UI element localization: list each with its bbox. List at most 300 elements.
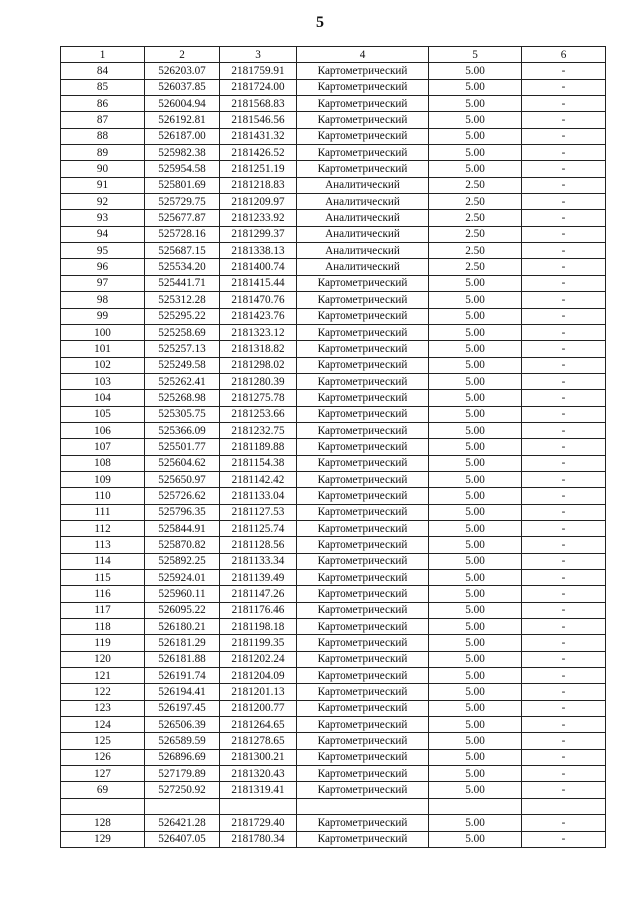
table-cell: 5.00	[429, 112, 522, 128]
table-cell: 5.00	[429, 422, 522, 438]
table-cell: 2181233.92	[220, 210, 297, 226]
table-row	[61, 177, 606, 193]
table-cell: -	[522, 373, 606, 389]
table-cell: 2181298.02	[220, 357, 297, 373]
table-cell: 2181320.43	[220, 766, 297, 782]
table-cell: 526181.29	[145, 635, 220, 651]
table-cell: 525258.69	[145, 324, 220, 340]
table-row	[61, 471, 606, 487]
table-cell: Аналитический	[297, 210, 429, 226]
page-number: 5	[316, 14, 324, 31]
table-cell: 525262.41	[145, 373, 220, 389]
table-cell: 526181.88	[145, 651, 220, 667]
table-cell: 525534.20	[145, 259, 220, 275]
table-cell: 526197.45	[145, 700, 220, 716]
table-cell: 5.00	[429, 717, 522, 733]
table-cell: 526004.94	[145, 96, 220, 112]
table-row	[61, 520, 606, 536]
table-row	[61, 128, 606, 144]
table-cell: 5.00	[429, 733, 522, 749]
table-cell: 2181300.21	[220, 749, 297, 765]
table-cell: 117	[61, 602, 145, 618]
table-cell	[429, 798, 522, 814]
table-cell: 5.00	[429, 79, 522, 95]
table-cell: Картометрический	[297, 292, 429, 308]
table-cell: 2181264.65	[220, 717, 297, 733]
table-row	[61, 488, 606, 504]
table-cell: 2181202.24	[220, 651, 297, 667]
table-row	[61, 749, 606, 765]
table-cell: Аналитический	[297, 259, 429, 275]
table-cell: 525729.75	[145, 194, 220, 210]
table-cell: 5.00	[429, 439, 522, 455]
table-cell: 525982.38	[145, 145, 220, 161]
table-cell: 101	[61, 341, 145, 357]
table-cell: 5.00	[429, 651, 522, 667]
table-cell: Картометрический	[297, 717, 429, 733]
table-row	[61, 341, 606, 357]
table-cell: 526191.74	[145, 668, 220, 684]
table-cell: 526407.05	[145, 831, 220, 847]
table-row	[61, 259, 606, 275]
table-cell: 525312.28	[145, 292, 220, 308]
table-row	[61, 570, 606, 586]
table-cell: 5.00	[429, 684, 522, 700]
table-cell: 95	[61, 243, 145, 259]
table-cell: 525844.91	[145, 520, 220, 536]
table-cell: 2181128.56	[220, 537, 297, 553]
table-cell: 91	[61, 177, 145, 193]
table-row	[61, 586, 606, 602]
table-cell: 2181125.74	[220, 520, 297, 536]
table-row	[61, 79, 606, 95]
table-cell: 527250.92	[145, 782, 220, 798]
table-row	[61, 668, 606, 684]
column-header: 5	[429, 47, 522, 63]
table-cell: Картометрический	[297, 635, 429, 651]
table-cell: 5.00	[429, 520, 522, 536]
table-row	[61, 619, 606, 635]
table-cell: -	[522, 782, 606, 798]
table-cell: 527179.89	[145, 766, 220, 782]
table-cell: 2181198.18	[220, 619, 297, 635]
table-cell: -	[522, 243, 606, 259]
table-cell: Картометрический	[297, 390, 429, 406]
table-cell: Картометрический	[297, 488, 429, 504]
table-cell: 5.00	[429, 749, 522, 765]
table-cell: 113	[61, 537, 145, 553]
table-cell: 125	[61, 733, 145, 749]
table-cell: 2181323.12	[220, 324, 297, 340]
table-cell: Картометрический	[297, 422, 429, 438]
table-row	[61, 684, 606, 700]
table-cell: 5.00	[429, 488, 522, 504]
table-cell	[61, 798, 145, 814]
table-cell: -	[522, 194, 606, 210]
table-cell: 526203.07	[145, 63, 220, 79]
table-cell: Картометрический	[297, 373, 429, 389]
table-cell: Картометрический	[297, 733, 429, 749]
table-cell: 526037.85	[145, 79, 220, 95]
table-cell: 97	[61, 275, 145, 291]
table-cell: 119	[61, 635, 145, 651]
table-cell: 5.00	[429, 831, 522, 847]
table-cell: 525501.77	[145, 439, 220, 455]
table-cell: -	[522, 700, 606, 716]
table-cell: 2181147.26	[220, 586, 297, 602]
table-cell: Картометрический	[297, 341, 429, 357]
table-cell: Картометрический	[297, 79, 429, 95]
table-cell: 525960.11	[145, 586, 220, 602]
table-cell: 5.00	[429, 373, 522, 389]
table-cell: 525604.62	[145, 455, 220, 471]
table-cell: -	[522, 177, 606, 193]
table-cell: 2.50	[429, 194, 522, 210]
table-row	[61, 161, 606, 177]
table-cell: 115	[61, 570, 145, 586]
table-cell: 5.00	[429, 766, 522, 782]
table-cell: 88	[61, 128, 145, 144]
table-cell: 5.00	[429, 570, 522, 586]
table-cell: 114	[61, 553, 145, 569]
table-cell: 89	[61, 145, 145, 161]
table-cell: 526506.39	[145, 717, 220, 733]
coordinates-table	[60, 46, 606, 848]
table-cell: 525441.71	[145, 275, 220, 291]
table-row	[61, 226, 606, 242]
table-cell: 5.00	[429, 537, 522, 553]
table-row	[61, 553, 606, 569]
table-cell: 2181189.88	[220, 439, 297, 455]
table-cell: -	[522, 357, 606, 373]
table-cell: Картометрический	[297, 112, 429, 128]
table-cell: 2181431.32	[220, 128, 297, 144]
table-row	[61, 700, 606, 716]
table-cell: -	[522, 390, 606, 406]
table-cell: 5.00	[429, 455, 522, 471]
table-cell: 128	[61, 815, 145, 831]
table-cell: -	[522, 520, 606, 536]
table-cell: 2181724.00	[220, 79, 297, 95]
table-cell: 2181400.74	[220, 259, 297, 275]
table-cell: 99	[61, 308, 145, 324]
table-row	[61, 406, 606, 422]
table-row	[61, 308, 606, 324]
table-cell: Картометрический	[297, 651, 429, 667]
table-cell	[220, 798, 297, 814]
table-cell: 2181319.41	[220, 782, 297, 798]
table-cell: 526095.22	[145, 602, 220, 618]
table-cell: 127	[61, 766, 145, 782]
table-cell: Картометрический	[297, 602, 429, 618]
table-row	[61, 717, 606, 733]
table-cell: Картометрический	[297, 471, 429, 487]
table-cell: -	[522, 422, 606, 438]
table-cell: -	[522, 210, 606, 226]
table-cell: -	[522, 537, 606, 553]
table-cell: 124	[61, 717, 145, 733]
table-cell: 69	[61, 782, 145, 798]
table-row	[61, 798, 606, 814]
table-body	[61, 63, 606, 848]
table-cell: -	[522, 488, 606, 504]
table-cell: 525366.09	[145, 422, 220, 438]
table-cell: -	[522, 570, 606, 586]
table-cell: -	[522, 586, 606, 602]
table-cell: 2.50	[429, 177, 522, 193]
table-cell: Картометрический	[297, 570, 429, 586]
table-cell: 5.00	[429, 324, 522, 340]
column-header: 6	[522, 47, 606, 63]
table-cell: Картометрический	[297, 749, 429, 765]
table-cell: -	[522, 651, 606, 667]
table-cell: -	[522, 292, 606, 308]
table-cell: 525249.58	[145, 357, 220, 373]
table-row	[61, 63, 606, 79]
table-cell: 129	[61, 831, 145, 847]
table-cell: 2181280.39	[220, 373, 297, 389]
table-cell: Картометрический	[297, 161, 429, 177]
table-row	[61, 766, 606, 782]
table-cell: 5.00	[429, 308, 522, 324]
table-cell: 2181278.65	[220, 733, 297, 749]
table-cell: 2181127.53	[220, 504, 297, 520]
table-cell: Картометрический	[297, 455, 429, 471]
table-cell: Картометрический	[297, 145, 429, 161]
table-cell: 2181142.42	[220, 471, 297, 487]
table-cell: 2181201.13	[220, 684, 297, 700]
table-cell: Картометрический	[297, 782, 429, 798]
table-row	[61, 422, 606, 438]
table-cell: 2181780.34	[220, 831, 297, 847]
table-cell: 110	[61, 488, 145, 504]
table-cell: 525650.97	[145, 471, 220, 487]
table-cell: 5.00	[429, 292, 522, 308]
table-cell: 2181415.44	[220, 275, 297, 291]
table-cell: 526589.59	[145, 733, 220, 749]
table-cell: 525677.87	[145, 210, 220, 226]
table-cell: 93	[61, 210, 145, 226]
table-cell: 5.00	[429, 128, 522, 144]
table-row	[61, 292, 606, 308]
table-row	[61, 275, 606, 291]
table-row	[61, 455, 606, 471]
table-cell: -	[522, 504, 606, 520]
table-cell: -	[522, 602, 606, 618]
table-cell: -	[522, 308, 606, 324]
table-cell: Картометрический	[297, 63, 429, 79]
table-cell: Картометрический	[297, 537, 429, 553]
table-row	[61, 145, 606, 161]
table-cell: Картометрический	[297, 553, 429, 569]
table-row	[61, 210, 606, 226]
table-cell: 100	[61, 324, 145, 340]
table-cell: 525796.35	[145, 504, 220, 520]
table-cell: 5.00	[429, 161, 522, 177]
table-cell: Картометрический	[297, 668, 429, 684]
table-cell: 5.00	[429, 586, 522, 602]
table-cell: -	[522, 63, 606, 79]
table-cell: 5.00	[429, 341, 522, 357]
table-cell: 116	[61, 586, 145, 602]
table-cell: 2181729.40	[220, 815, 297, 831]
table-cell: 122	[61, 684, 145, 700]
table-cell: 90	[61, 161, 145, 177]
table-cell: 525728.16	[145, 226, 220, 242]
table-cell: 2181232.75	[220, 422, 297, 438]
table-cell	[522, 798, 606, 814]
table-cell: 112	[61, 520, 145, 536]
table-cell: Картометрический	[297, 504, 429, 520]
table-cell: -	[522, 145, 606, 161]
table-cell: 5.00	[429, 96, 522, 112]
table-cell: -	[522, 717, 606, 733]
table-cell: -	[522, 749, 606, 765]
table-row	[61, 324, 606, 340]
table-cell: 107	[61, 439, 145, 455]
table-cell: 94	[61, 226, 145, 242]
table-cell: 2181568.83	[220, 96, 297, 112]
table-row	[61, 194, 606, 210]
table-cell: 84	[61, 63, 145, 79]
table-cell: 121	[61, 668, 145, 684]
table-header-row	[61, 47, 606, 63]
table-cell: Картометрический	[297, 128, 429, 144]
table-cell: 2.50	[429, 243, 522, 259]
table-cell: 525687.15	[145, 243, 220, 259]
table-cell: -	[522, 668, 606, 684]
table-cell: 525305.75	[145, 406, 220, 422]
table-cell: 525954.58	[145, 161, 220, 177]
table-cell: -	[522, 275, 606, 291]
table-cell: 525726.62	[145, 488, 220, 504]
table-cell: 2181251.19	[220, 161, 297, 177]
table-cell	[145, 798, 220, 814]
table-row	[61, 373, 606, 389]
table-cell: 111	[61, 504, 145, 520]
table-cell: 525870.82	[145, 537, 220, 553]
table-cell: 106	[61, 422, 145, 438]
table-cell: -	[522, 406, 606, 422]
table-row	[61, 243, 606, 259]
table-cell: 2181275.78	[220, 390, 297, 406]
table-cell: 2.50	[429, 226, 522, 242]
table-cell: Картометрический	[297, 520, 429, 536]
table-cell: 2181253.66	[220, 406, 297, 422]
table-cell: 2181199.35	[220, 635, 297, 651]
table-row	[61, 815, 606, 831]
table-cell: -	[522, 635, 606, 651]
table-cell: 525892.25	[145, 553, 220, 569]
table-cell: 2181426.52	[220, 145, 297, 161]
table-cell: Картометрический	[297, 275, 429, 291]
table-cell: 5.00	[429, 668, 522, 684]
table-cell: 103	[61, 373, 145, 389]
table-cell: 5.00	[429, 815, 522, 831]
table-row	[61, 537, 606, 553]
table-cell: 5.00	[429, 504, 522, 520]
table-cell: 104	[61, 390, 145, 406]
table-cell: -	[522, 815, 606, 831]
column-header: 1	[61, 47, 145, 63]
table-cell: Картометрический	[297, 586, 429, 602]
table-cell: 102	[61, 357, 145, 373]
table-cell: 526180.21	[145, 619, 220, 635]
table-cell: 5.00	[429, 145, 522, 161]
table-row	[61, 635, 606, 651]
table-cell: -	[522, 619, 606, 635]
table-cell: 86	[61, 96, 145, 112]
table-cell: 525295.22	[145, 308, 220, 324]
table-cell: -	[522, 553, 606, 569]
table-cell: -	[522, 341, 606, 357]
table-cell: 526421.28	[145, 815, 220, 831]
table-cell: 85	[61, 79, 145, 95]
table-cell: -	[522, 831, 606, 847]
table-cell: Картометрический	[297, 308, 429, 324]
table-cell: 120	[61, 651, 145, 667]
table-cell: 5.00	[429, 357, 522, 373]
table-cell: Аналитический	[297, 243, 429, 259]
table-cell: 2181470.76	[220, 292, 297, 308]
table-cell: 525268.98	[145, 390, 220, 406]
table-row	[61, 357, 606, 373]
column-header: 3	[220, 47, 297, 63]
table-cell: 525801.69	[145, 177, 220, 193]
table-row	[61, 112, 606, 128]
table-cell: 96	[61, 259, 145, 275]
table-cell: 92	[61, 194, 145, 210]
table-cell: Картометрический	[297, 619, 429, 635]
table-cell: 105	[61, 406, 145, 422]
table-cell: Картометрический	[297, 700, 429, 716]
table-cell: -	[522, 733, 606, 749]
table-cell: 2181209.97	[220, 194, 297, 210]
table-cell: 2181318.82	[220, 341, 297, 357]
table-cell: Аналитический	[297, 194, 429, 210]
table-row	[61, 439, 606, 455]
table-cell: Картометрический	[297, 439, 429, 455]
table-cell: 2181154.38	[220, 455, 297, 471]
table-cell: -	[522, 128, 606, 144]
table-cell: 108	[61, 455, 145, 471]
table-cell: 2181200.77	[220, 700, 297, 716]
table-cell: Картометрический	[297, 684, 429, 700]
table-cell: 525924.01	[145, 570, 220, 586]
table-cell: 87	[61, 112, 145, 128]
table-cell: 2181759.91	[220, 63, 297, 79]
table-row	[61, 782, 606, 798]
table-cell: 2181218.83	[220, 177, 297, 193]
table-cell: Картометрический	[297, 815, 429, 831]
table-cell: Картометрический	[297, 831, 429, 847]
table-cell: 5.00	[429, 619, 522, 635]
table-cell: 2181176.46	[220, 602, 297, 618]
table-cell: 2.50	[429, 259, 522, 275]
table-cell: -	[522, 161, 606, 177]
table-cell: 525257.13	[145, 341, 220, 357]
table-cell: 5.00	[429, 782, 522, 798]
table-cell: 2181423.76	[220, 308, 297, 324]
table-row	[61, 602, 606, 618]
table-cell: 118	[61, 619, 145, 635]
table-cell: 5.00	[429, 63, 522, 79]
table-cell: -	[522, 455, 606, 471]
table-cell: -	[522, 96, 606, 112]
table-cell: -	[522, 684, 606, 700]
table-cell: 98	[61, 292, 145, 308]
table-cell: -	[522, 112, 606, 128]
